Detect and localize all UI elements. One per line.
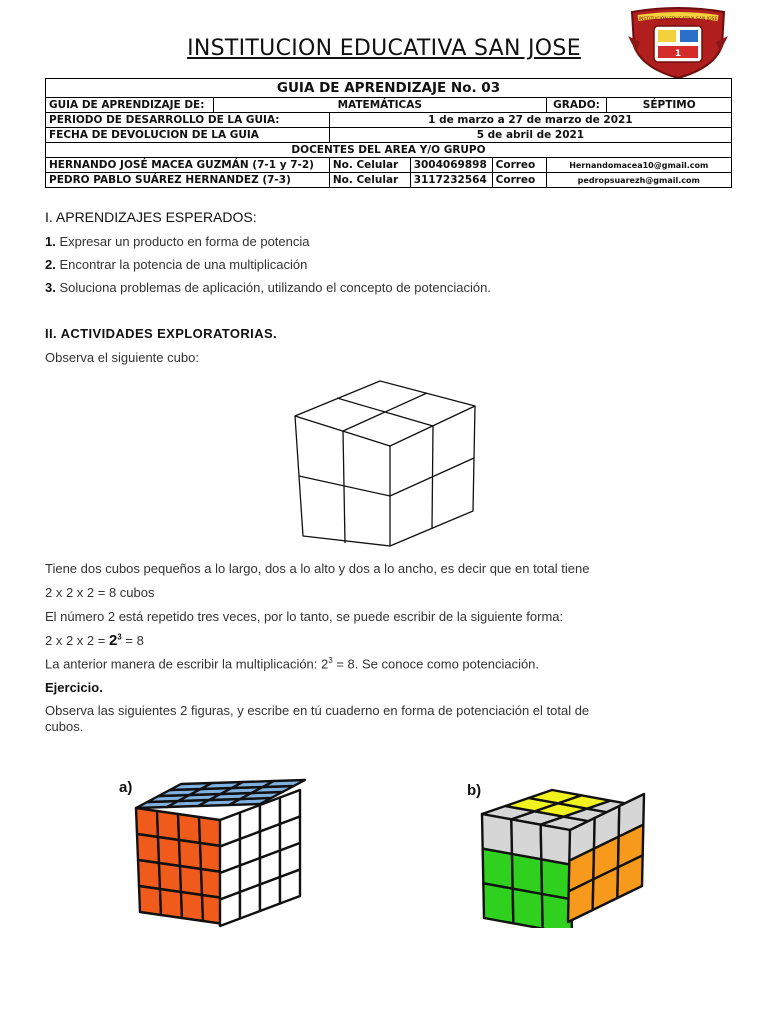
school-shield-logo [624, 6, 732, 80]
cube-a-left-sticker [139, 886, 161, 915]
cube-a-right-sticker [280, 870, 300, 904]
period-label: PERIODO DE DESARROLLO DE LA GUIA: [46, 113, 330, 128]
cube-b-left-sticker [511, 819, 541, 859]
cube-b-left-sticker [541, 859, 571, 899]
cube-a-left-sticker [180, 866, 202, 895]
cube-a-left-sticker [179, 840, 201, 869]
rubik-cube-3x3 [478, 788, 650, 928]
cube-a-left-sticker [159, 863, 181, 892]
objective-item: 2. Encontrar la potencia de una multiplicación [45, 257, 308, 272]
objective-item: 1. Expresar un producto en forma de potencia [45, 234, 310, 249]
guide-title: GUIA DE APRENDIZAJE No. 03 [46, 79, 732, 98]
guide-info-table [45, 78, 732, 188]
phone-number: 3004069898 [410, 158, 492, 173]
cube-b-left-sticker [513, 889, 543, 928]
exercise-text-cont: cubos. [45, 719, 84, 734]
objective-item: 3. Soluciona problemas de aplicación, utilizando el concepto de potenciación. [45, 280, 491, 295]
cube-b-left-sticker [482, 814, 512, 854]
figure-b-label: b) [467, 782, 482, 799]
phone-label: No. Celular [329, 173, 410, 188]
phone-label: No. Celular [329, 158, 410, 173]
figure-a-label: a) [119, 779, 133, 796]
explanation-line-2: 2 x 2 x 2 = 8 cubos [45, 585, 155, 600]
return-label: FECHA DE DEVOLUCION DE LA GUIA [46, 128, 330, 143]
teacher-name: HERNANDO JOSÉ MACEA GUZMÁN (7-1 y 7-2) [46, 158, 330, 173]
explanation-line-5: La anterior manera de escribir la multiplicación: $2^3 = 8$. Se conoce como potenciación. [45, 656, 540, 672]
cube-a-left-sticker [199, 817, 221, 846]
section2-title: II. ACTIVIDADES EXPLORATORIAS. [45, 326, 278, 341]
cube-a-left-sticker [158, 837, 180, 866]
cube-a-left-sticker [138, 860, 160, 889]
cube-a-left-sticker [136, 808, 158, 837]
cube-2x2x2-drawing [285, 376, 485, 556]
email-label: Correo [492, 173, 546, 188]
logo-text: INSTITUCIÓN EDUCATIVA SAN JOSE [638, 17, 718, 22]
cube-a-right-sticker [220, 892, 240, 926]
section1-title: I. APRENDIZAJES ESPERADOS: [45, 209, 257, 225]
cube-a-left-sticker [200, 843, 222, 872]
email-address[interactable]: Hernandomacea10@gmail.com [546, 158, 731, 173]
cube-intro: Observa el siguiente cubo: [45, 350, 199, 365]
school-title: INSTITUCION EDUCATIVA SAN JOSE [187, 36, 581, 61]
cube-a-left-sticker [178, 814, 200, 843]
email-address[interactable]: pedropsuarezh@gmail.com [546, 173, 731, 188]
email-label: Correo [492, 158, 546, 173]
exercise-text: Observa las siguientes 2 figuras, y escribe en tú cuaderno en forma de potenciación el total de [45, 703, 590, 718]
cube-a-left-sticker [157, 811, 179, 840]
exercise-title: Ejercicio. [45, 680, 103, 695]
logo-number: 1 [674, 49, 682, 59]
guide-label: GUIA DE APRENDIZAJE DE: [46, 98, 214, 113]
cube-b-left-sticker [541, 825, 571, 865]
phone-number: 3117232564 [410, 173, 492, 188]
rubik-cube-4x4 [128, 778, 308, 928]
teacher-row [46, 158, 732, 173]
explanation-line-3: El número 2 está repetido tres veces, por lo tanto, se puede escribir de la siguiente forma: [45, 609, 564, 624]
cube-a-left-sticker [160, 889, 182, 918]
cube-b-left-sticker [483, 849, 513, 889]
explanation-line-1: Tiene dos cubos pequeños a lo largo, dos a lo alto y dos a lo ancho, es decir que en total tiene [45, 561, 590, 576]
subject-value: MATEMÁTICAS [213, 98, 546, 113]
period-value: 1 de marzo a 27 de marzo de 2021 [329, 113, 731, 128]
teachers-header: DOCENTES DEL AREA Y/O GRUPO [46, 143, 732, 158]
return-date: 5 de abril de 2021 [329, 128, 731, 143]
cube-b-left-sticker [483, 883, 513, 923]
teacher-name: PEDRO PABLO SUÁREZ HERNANDEZ (7-3) [46, 173, 330, 188]
power-expression: 2 x 2 x $2 = 2^3 = 8$ [45, 632, 144, 649]
cube-a-left-sticker [137, 834, 159, 863]
grade-label: GRADO: [546, 98, 607, 113]
grade-value: SÉPTIMO [607, 98, 732, 113]
cube-a-left-sticker [181, 892, 203, 921]
cube-a-right-sticker [260, 877, 280, 911]
cube-a-right-sticker [240, 885, 260, 919]
teacher-row [46, 173, 732, 188]
cube-b-left-sticker [512, 854, 542, 894]
